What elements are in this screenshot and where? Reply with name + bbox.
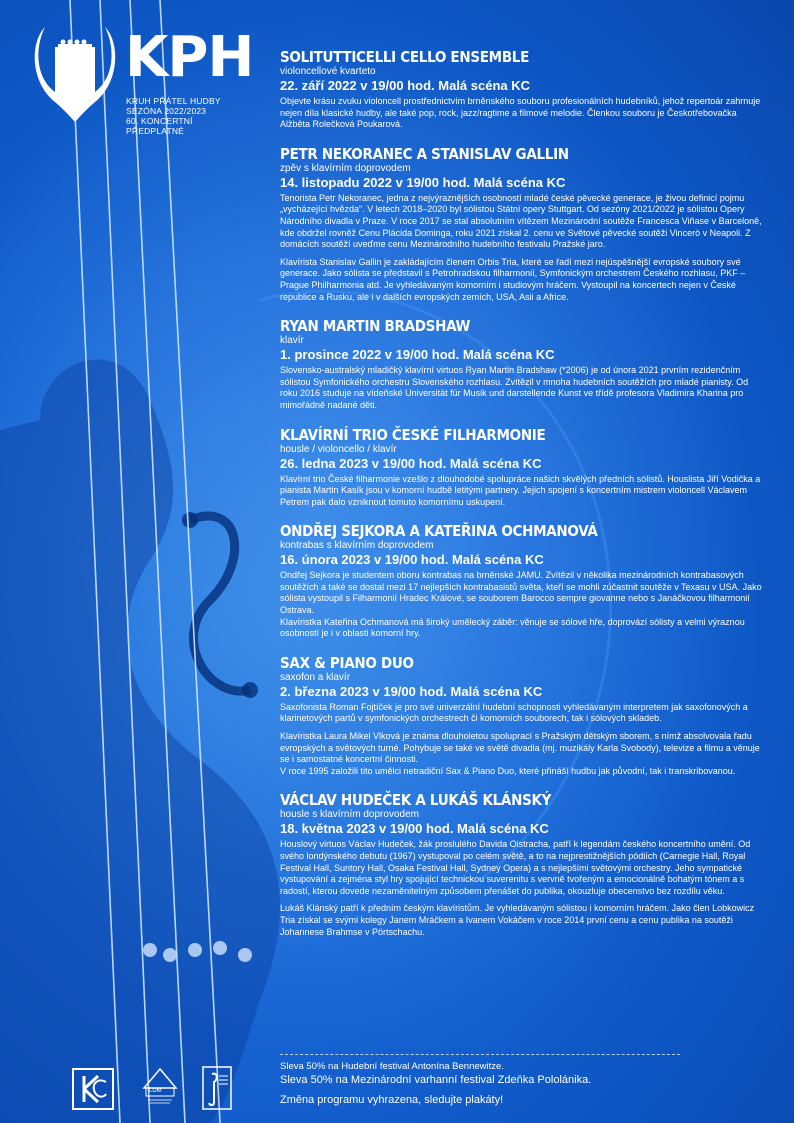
foundation-logo-icon xyxy=(202,1066,232,1110)
event-title: PETR NEKORANEC A STANISLAV GALLIN xyxy=(280,144,569,163)
concert-event xyxy=(280,791,768,938)
event-instruments: violoncellové kvarteto xyxy=(280,66,376,77)
event-title: SOLITUTTICELLI CELLO ENSEMBLE xyxy=(280,48,530,66)
event-description: Ondřej Sejkora je studentem oboru kontrabas na brněnské JAMU. Zvítězil v několika mezinárodních kontrabasových soutěžích a také se dostal mezi 17 nejlepších kontrabasistů světa, kteří se mohli zúčastnit soutěže v Texasu v USA. Jako sólista vystoupil s Filharmonií Hradec Králové, se souborem Barocco sempre giovanne nebo s Janáčkovou filharmonií Ostrava. xyxy=(280,570,762,616)
event-description: Klavírista Stanislav Gallin je zakládajícím členem Orbis Tria, které se řadí mezi nejúspěšnější evropské soubory své generace. Jako sólista se představil s Petrohradskou filharmonií, Symfonickým orchestrem Českého rozhlasu, PKF – Prague Philharmonia atd. Je vyhledávaným komorním i studiovým hráčem. Vystoupil na koncertech nejen v České republice a Rusku, ale i v dalších evropských zemích, USA, Asii a Africe. xyxy=(280,256,746,302)
event-title: VÁCLAV HUDEČEK A LUKÁŠ KLÁNSKÝ xyxy=(280,791,552,810)
event-description: Klavírní trio České filharmonie vzešlo z dlouhodobé spolupráce našich skvělých předních sólistů. Houslista Jiří Vodička a pianista Martin Kasík jsou v komorní hudbě letitými partnery. Jejich spojení s koncertním mistrem violoncell Václavem Petrem pak dalo vzniknout tomuto komornímu uskupení. xyxy=(280,473,761,507)
event-description: Klavíristka Kateřina Ochmanová má široký umělecký záběr: věnuje se sólové hře, doprovází sólisty a velmi výraznou osobností je i v oblasti komorní hry. xyxy=(280,616,745,639)
concert-event xyxy=(280,48,768,131)
ldm-logo-icon xyxy=(140,1066,180,1106)
event-description: Saxofonista Roman Fojtíček je pro své univerzální hudební schopnosti vyhledávaným interpretem jak saxofonových a klarinetových partů v symfonických orchestrech či komorních souborech, tak i sólových skladeb. xyxy=(280,701,748,724)
concert-event xyxy=(280,522,768,640)
concert-program xyxy=(280,48,768,952)
logo-subtitle xyxy=(126,96,221,136)
event-date: 1. prosince 2022 v 19/00 hod. Malá scéna KC xyxy=(280,347,555,363)
event-title: ONDŘEJ SEJKORA A KATEŘINA OCHMANOVÁ xyxy=(280,522,598,541)
logo-line: 60. KONCERTNÍ xyxy=(126,116,193,126)
discount-note: Sleva 50% na Hudební festival Antonína Bennewitze. xyxy=(280,1061,504,1072)
event-description: Slovensko-australský mladičký klavírní virtuos Ryan Martin Bradshaw (*2006) je od února 2021 prvním rezidenčním sólistou Symfonického orchestru Slovenského rozhlasu. Zvítězil v mnoha hudebních soutěžích pro mladé pianisty. Od roku 2016 studuje na vídeňské Universität für Musik und darstellende Kunst ve třídě profesora Vladimira Kharina pro mimořádně nadané děti. xyxy=(280,365,749,410)
logo-line: PŘEDPLATNÉ xyxy=(126,126,185,136)
logo-line: KRUH PŘÁTEL HUDBY xyxy=(126,96,221,106)
event-date: 16. února 2023 v 19/00 hod. Malá scéna KC xyxy=(280,552,544,568)
ldm-logo-label: LDM xyxy=(149,1088,162,1094)
concert-event xyxy=(280,654,768,778)
partner-logos xyxy=(72,1064,252,1114)
event-description: Objevte krásu zvuku violoncell prostřednictvím brněnského souboru profesionálních hudebníků, jehož repertoár zahrnuje nejen díla klasické hudby, ale také pop, rock, jazz/ragtime a filmové melodie. Členkou souboru je Českotřebovačka Alžběta Rolečková Poukarová. xyxy=(280,96,761,130)
concert-event xyxy=(280,317,768,411)
program-change-note: Změna programu vyhrazena, sledujte plakáty! xyxy=(280,1094,504,1106)
event-title: KLAVÍRNÍ TRIO ČESKÉ FILHARMONIE xyxy=(280,425,546,444)
event-instruments: housle s klavírním doprovodem xyxy=(280,809,419,821)
event-date: 18. května 2023 v 19/00 hod. Malá scéna KC xyxy=(280,821,549,837)
concert-event xyxy=(280,145,768,303)
lyre-icon xyxy=(30,22,120,132)
event-instruments: zpěv s klavírním doprovodem xyxy=(280,162,411,174)
event-title: SAX & PIANO DUO xyxy=(280,653,414,672)
event-date: 22. září 2022 v 19/00 hod. Malá scéna KC xyxy=(280,78,531,93)
footer-notes xyxy=(280,1054,680,1107)
event-date: 2. března 2023 v 19/00 hod. Malá scéna KC xyxy=(280,683,543,699)
event-description: Houslový virtuos Václav Hudeček, žák proslulého Davida Oistracha, patří k legendám českého koncertního umění. Od svého londýnského debutu (1967) vystupoval po celém světě, a to na nejprestižnějších pódiích (Carnegie Hall, Royal Festival Hall, Suntory Hall, Osaka Festival Hall, Sydney Opera) a s nejlepšími světovými orchestry. Jeho sympatické vystupování a zejména styl hry spojující technickou suverenitu s vervně tvořeným a emocionálně bohatým tónem a s radostí, kterou dovede nezaměnitelným způsobem přenášet do publika, okouzluje obecenstvo bez rozdílu věku. xyxy=(280,839,751,896)
logo-abbreviation: KPH xyxy=(125,25,254,90)
event-description: V roce 1995 založili tito umělci netradiční Sax & Piano Duo, které přináší hudbu jak původní, tak i transkribovanou. xyxy=(280,765,736,776)
event-instruments: klavír xyxy=(280,335,304,347)
footer-divider xyxy=(280,1054,680,1055)
event-date: 26. ledna 2023 v 19/00 hod. Malá scéna KC xyxy=(280,455,542,471)
logo-line: SEZÓNA 2022/2023 xyxy=(126,106,207,116)
event-date: 14. listopadu 2022 v 19/00 hod. Malá scéna KC xyxy=(280,174,566,190)
event-description: Lukáš Klánský patří k předním českým klavíristům. Je vyhledávaným sólistou i komorním hráčem. Jako člen Lobkowicz Tria získal se svými kolegy Janem Mráčkem a Ivanem Vokáčem v roce 2014 první cenu a cenu publika na soutěži Johannese Brahmse v Pörtschachu. xyxy=(280,903,755,937)
discount-note: Sleva 50% na Mezinárodní varhanní festival Zdeňka Pololánika. xyxy=(280,1074,592,1086)
concert-event xyxy=(280,426,768,509)
event-instruments: saxofon a klavír xyxy=(280,671,351,683)
kc-logo-icon xyxy=(72,1068,114,1110)
event-title: RYAN MARTIN BRADSHAW xyxy=(280,317,471,336)
event-description: Klavíristka Laura Mikel Vlková je známa dlouholetou spoluprací s Pražským dětským sborem, s nímž absolvovala řadu evropských a světových turné. Pohybuje se také ve světě divadla (mj. muzikály Karla Svobody), televize a filmu a věnuje se i samostatné koncertní činnosti. xyxy=(280,731,760,765)
kph-logo xyxy=(30,22,260,142)
event-instruments: kontrabas s klavírním doprovodem xyxy=(280,540,434,552)
event-instruments: housle / violoncello / klavír xyxy=(280,443,397,455)
event-description: Tenorista Petr Nekoranec, jedna z nejvýraznějších osobností mladé české pěvecké generace, je živou definicí pojmu „vycházející hvězda". V letech 2018–2020 byl sólistou Státní opery Stuttgart. Od sezóny 2021/2022 je sólistou Opery Národního divadla v Praze. V roce 2017 se stal absolutním vítězem Mezinárodní soutěže Francesca Viñase v Barceloně, kde obdržel rovněž Cenu Plácida Dominga, roku 2021 získal 2. cenu ve Světové pěvecké soutěži Vincerò v Neapoli. Z domácích soutěží uveďme cenu Mezinárodního hudebního festivalu Pražské jaro. xyxy=(280,192,762,250)
